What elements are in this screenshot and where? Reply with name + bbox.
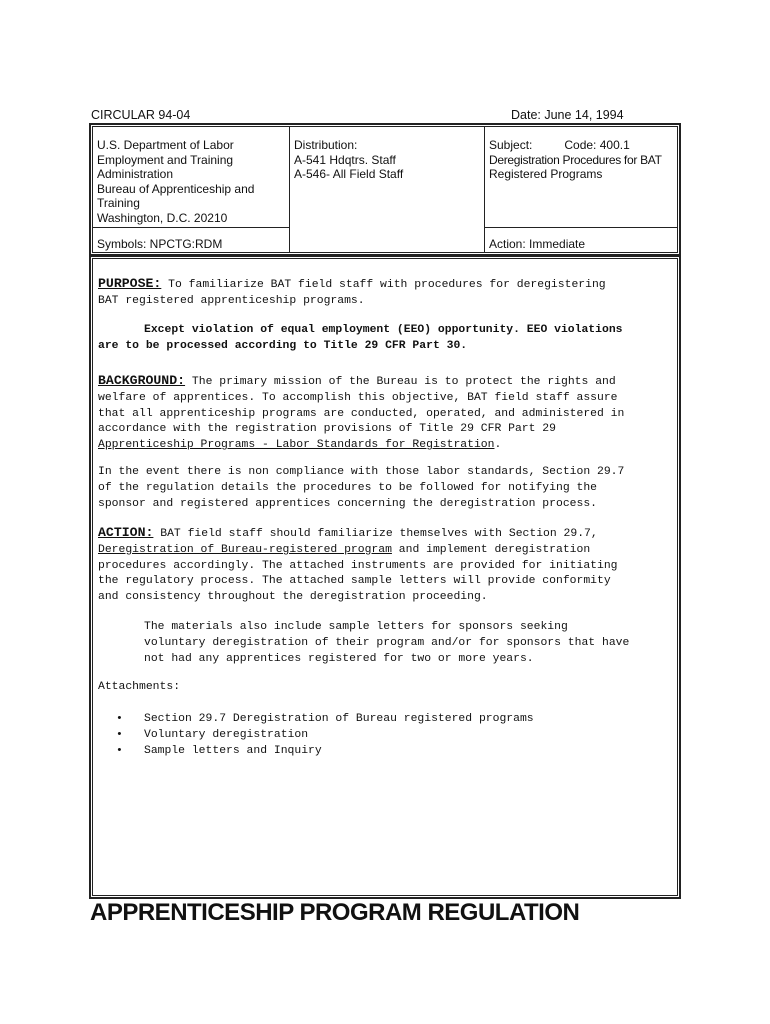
subject-line: Deregistration Procedures for BAT bbox=[489, 152, 662, 167]
paragraph-line: not had any apprentices registered for two or more years. bbox=[144, 652, 534, 665]
paragraph-line: sponsor and registered apprentices concerning the deregistration process. bbox=[98, 497, 597, 510]
action-text: BAT field staff should familiarize themselves with Section 29.7, bbox=[153, 528, 598, 540]
action-heading: ACTION: bbox=[98, 525, 154, 540]
purpose-heading: PURPOSE: bbox=[98, 276, 162, 291]
distribution-block bbox=[294, 138, 403, 182]
agency-line: Bureau of Apprenticeship and bbox=[97, 181, 255, 196]
circular-date: Date: June 14, 1994 bbox=[511, 108, 624, 122]
action-text: procedures accordingly. The attached instruments are provided for initiating bbox=[98, 559, 618, 572]
background-text: The primary mission of the Bureau is to protect the rights and bbox=[185, 376, 616, 388]
bullet-icon: • bbox=[116, 729, 123, 741]
materials-paragraph bbox=[144, 620, 629, 667]
subject-block bbox=[489, 138, 662, 182]
deregistration-link[interactable]: Deregistration of Bureau-registered program bbox=[98, 543, 392, 556]
header-table bbox=[89, 123, 681, 256]
background-section bbox=[98, 373, 624, 454]
subject-line: Registered Programs bbox=[489, 167, 603, 182]
action-text: and implement deregistration bbox=[391, 543, 591, 556]
symbols: Symbols: NPCTG:RDM bbox=[97, 237, 223, 251]
purpose-section bbox=[98, 276, 606, 310]
background-text: welfare of apprentices. To accomplish this objective, BAT field staff assure bbox=[98, 391, 618, 404]
action-section bbox=[98, 525, 618, 606]
paragraph-line: In the event there is non compliance with those labor standards, Section 29.7 bbox=[98, 466, 625, 478]
purpose-text: BAT registered apprenticeship programs. bbox=[98, 294, 365, 307]
distribution-line: Distribution: bbox=[294, 138, 358, 152]
circular-number: CIRCULAR 94-04 bbox=[91, 108, 191, 122]
regulation-link[interactable]: Apprenticeship Programs - Labor Standards for Registration bbox=[98, 439, 495, 452]
agency-line: Employment and Training bbox=[97, 152, 234, 167]
background-text: accordance with the registration provisions of Title 29 CFR Part 29 bbox=[98, 423, 556, 436]
bullet-icon: • bbox=[116, 745, 123, 757]
action-text: the regulatory process. The attached sample letters will provide conformity bbox=[98, 575, 611, 588]
distribution-line: A-546- All Field Staff bbox=[294, 167, 404, 182]
attachment-text: Sample letters and Inquiry bbox=[144, 745, 322, 757]
eeo-line: Except violation of equal employment (EEO) opportunity. EEO violations bbox=[144, 324, 623, 336]
agency-line: U.S. Department of Labor bbox=[97, 138, 234, 152]
attachment-text: Voluntary deregistration bbox=[144, 729, 309, 741]
agency-block bbox=[97, 138, 254, 226]
eeo-line: are to be processed according to Title 29 CFR Part 30. bbox=[98, 339, 468, 352]
distribution-line: A-541 Hdqtrs. Staff bbox=[294, 152, 396, 167]
background-text: . bbox=[494, 439, 502, 452]
paragraph-line: of the regulation details the procedures to be followed for notifying the bbox=[98, 481, 597, 494]
noncompliance-paragraph bbox=[98, 465, 624, 512]
agency-line: Training bbox=[97, 196, 140, 211]
attachment-item bbox=[116, 745, 322, 757]
background-text: that all apprenticeship programs are conducted, operated, and administered in bbox=[98, 407, 625, 420]
document-footer-title: APPRENTICESHIP PROGRAM REGULATION bbox=[90, 899, 580, 926]
attachment-item bbox=[116, 729, 308, 741]
attachment-item bbox=[116, 713, 534, 725]
paragraph-line: The materials also include sample letters for sponsors seeking bbox=[144, 621, 568, 633]
subject-label: Subject: bbox=[489, 138, 533, 152]
action-status: Action: Immediate bbox=[489, 237, 586, 251]
attachment-text: Section 29.7 Deregistration of Bureau registered programs bbox=[144, 713, 534, 725]
purpose-text: To familiarize BAT field staff with procedures for deregistering bbox=[161, 279, 606, 291]
paragraph-line: voluntary deregistration of their program and/or for sponsors that have bbox=[144, 636, 630, 649]
bullet-icon: • bbox=[116, 713, 123, 725]
subject-code: Code: 400.1 bbox=[564, 138, 630, 152]
eeo-exception bbox=[98, 323, 623, 355]
agency-line: Washington, D.C. 20210 bbox=[97, 210, 228, 225]
background-heading: BACKGROUND: bbox=[98, 373, 186, 388]
action-text: and consistency throughout the deregistration proceeding. bbox=[98, 591, 488, 604]
attachments-label: Attachments: bbox=[98, 681, 181, 693]
agency-line: Administration bbox=[97, 167, 174, 182]
